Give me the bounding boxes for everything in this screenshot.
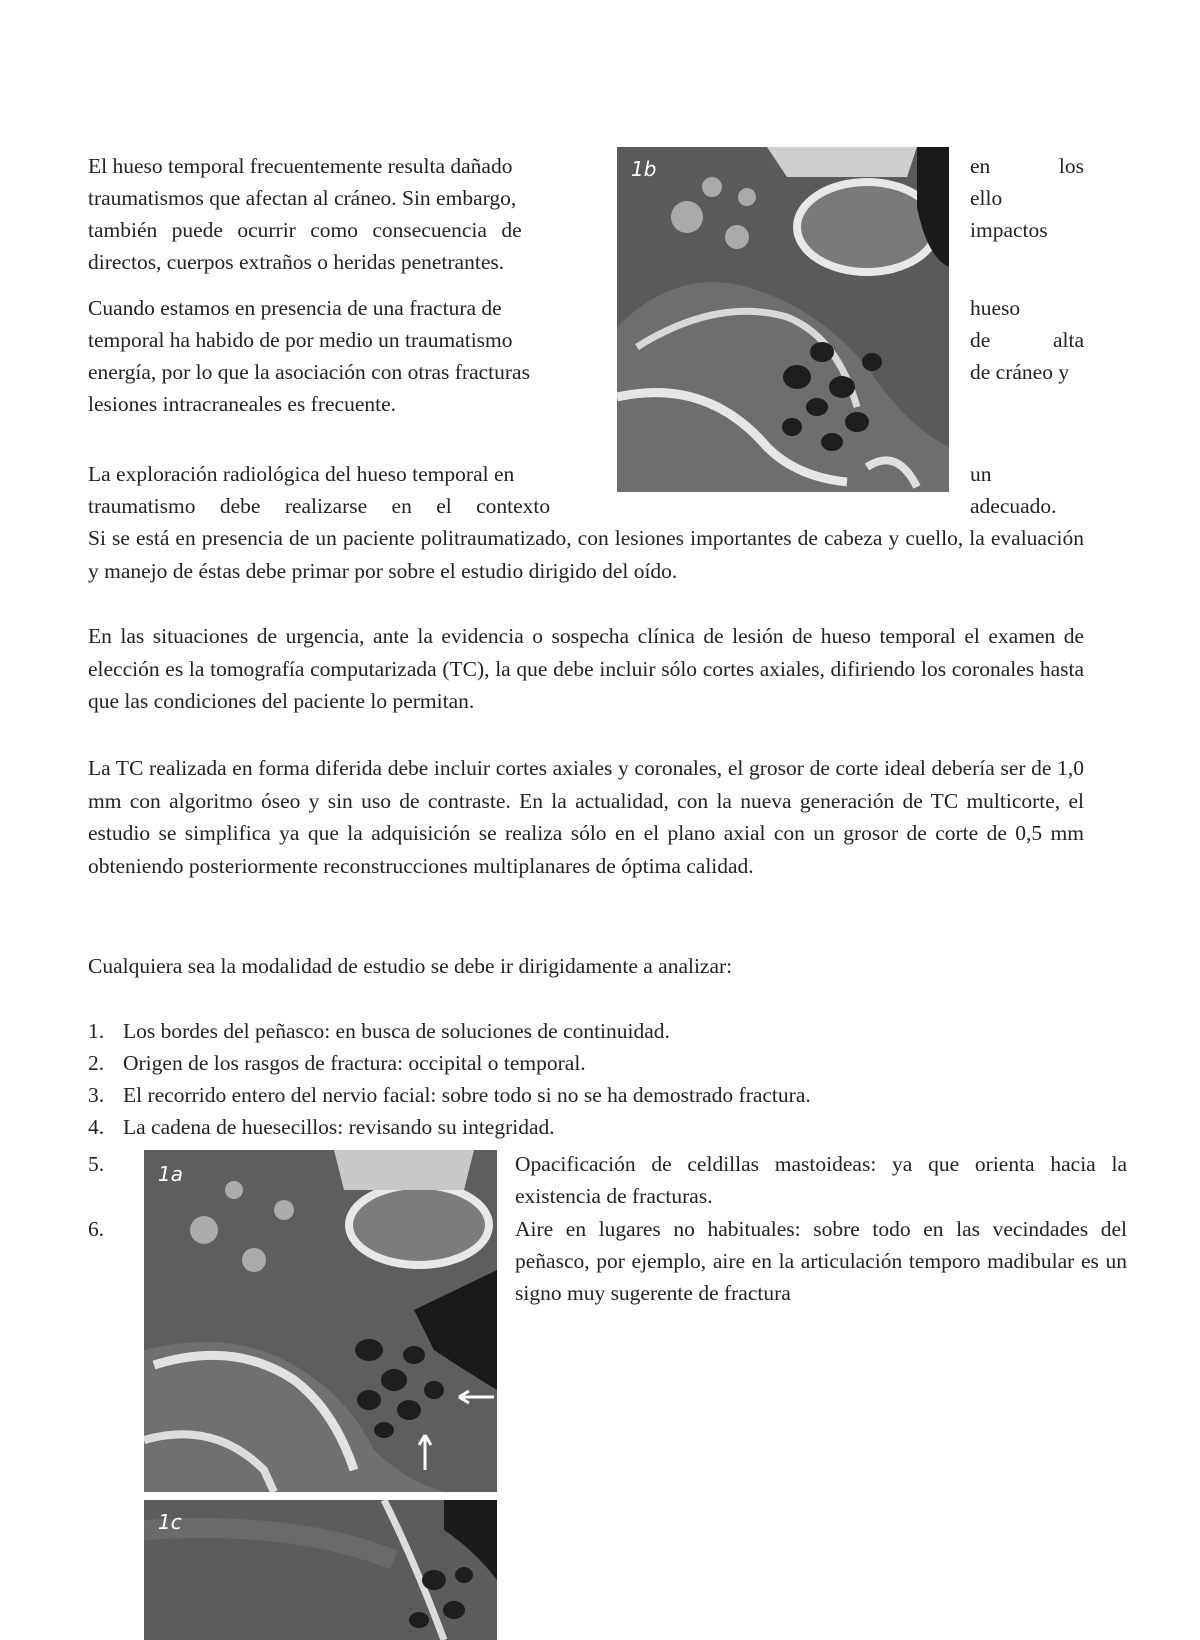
- paragraph-6: Cualquiera sea la modalidad de estudio se debe ir dirigidamente a analizar:: [88, 954, 733, 978]
- para1-right-1: en los: [970, 154, 1084, 178]
- list-number-4: 4.: [88, 1115, 105, 1139]
- para3-right-2: adecuado.: [970, 494, 1057, 518]
- para1-line-1: El hueso temporal frecuentemente resulta dañado: [88, 154, 513, 178]
- list-number-2: 2.: [88, 1051, 105, 1075]
- ct-scan-1a-graphic: [144, 1150, 497, 1492]
- list-number-3: 3.: [88, 1083, 105, 1107]
- para3-rest: Si se está en presencia de un paciente politraumatizado, con lesiones importantes de cabeza y cuello, la evaluación y manejo de éstas debe primar por sobre el estudio dirigido del oído.: [88, 526, 1084, 583]
- list-item-1: Los bordes del peñasco: en busca de soluciones de continuidad.: [123, 1019, 670, 1043]
- para3-line-1: La exploración radiológica del hueso temporal en: [88, 462, 515, 486]
- ct-scan-1c-graphic: [144, 1500, 497, 1640]
- para2-line-4: lesiones intracraneales es frecuente.: [88, 392, 397, 416]
- ct-scan-1b-graphic: [617, 147, 949, 492]
- para1-right-3: impactos: [970, 218, 1048, 242]
- list-number-6: 6.: [88, 1217, 105, 1241]
- para2-right-1: hueso: [970, 296, 1021, 320]
- figure-label-1c: 1c: [158, 1510, 182, 1534]
- list-number-1: 1.: [88, 1019, 105, 1043]
- list-number-5: 5.: [88, 1152, 105, 1176]
- list-item-5: Opacificación de celdillas mastoideas: ya que orienta hacia la existencia de fracturas.: [515, 1152, 1127, 1208]
- para2-right-3: de cráneo y: [970, 360, 1070, 384]
- list-item-3: El recorrido entero del nervio facial: sobre todo si no se ha demostrado fractura.: [123, 1083, 811, 1107]
- list-item-6: Aire en lugares no habituales: sobre todo en las vecindades del peñasco, por ejemplo, aire en la articulación temporo madibular es un signo muy sugerente de fractura: [515, 1217, 1127, 1305]
- para2-line-2: temporal ha habido de por medio un traumatismo: [88, 328, 513, 352]
- paragraph-5: La TC realizada en forma diferida debe incluir cortes axiales y coronales, el grosor de corte ideal debería ser de 1,0 mm con algoritmo óseo y sin uso de contraste. En la actualidad, con la nueva generación de TC multicorte, el estudio se simplifica ya que la adquisición se realiza sólo en el plano axial con un grosor de corte de 0,5 mm obteniendo posteriormente reconstrucciones multiplanares de óptima calidad.: [88, 756, 1084, 878]
- para1-line-3: también puede ocurrir como consecuencia de: [88, 218, 522, 242]
- ct-image-1b: [617, 147, 949, 492]
- para1-line-4: directos, cuerpos extraños o heridas penetrantes.: [88, 250, 505, 274]
- figure-label-1b: 1b: [631, 157, 657, 181]
- para3-line-2: traumatismo debe realizarse en el contexto: [88, 494, 551, 518]
- list-item-4: La cadena de huesecillos: revisando su integridad.: [123, 1115, 555, 1139]
- para1-line-2: traumatismos que afectan al cráneo. Sin embargo,: [88, 186, 517, 210]
- paragraph-4: En las situaciones de urgencia, ante la evidencia o sospecha clínica de lesión de hueso temporal el examen de elección es la tomografía computarizada (TC), la que debe incluir sólo cortes axiales, difiriendo los coronales hasta que las condiciones del paciente lo permitan.: [88, 624, 1084, 713]
- para1-right-2: ello: [970, 186, 1003, 210]
- ct-image-1c: [144, 1500, 497, 1640]
- ct-image-1a: [144, 1150, 497, 1492]
- list-item-2: Origen de los rasgos de fractura: occipital o temporal.: [123, 1051, 586, 1075]
- para2-line-1: Cuando estamos en presencia de una fractura de: [88, 296, 502, 320]
- para2-line-3: energía, por lo que la asociación con otras fracturas: [88, 360, 530, 384]
- para2-right-2: de alta: [970, 328, 1084, 352]
- figure-label-1a: 1a: [158, 1162, 183, 1186]
- para3-right-1: un: [970, 462, 992, 486]
